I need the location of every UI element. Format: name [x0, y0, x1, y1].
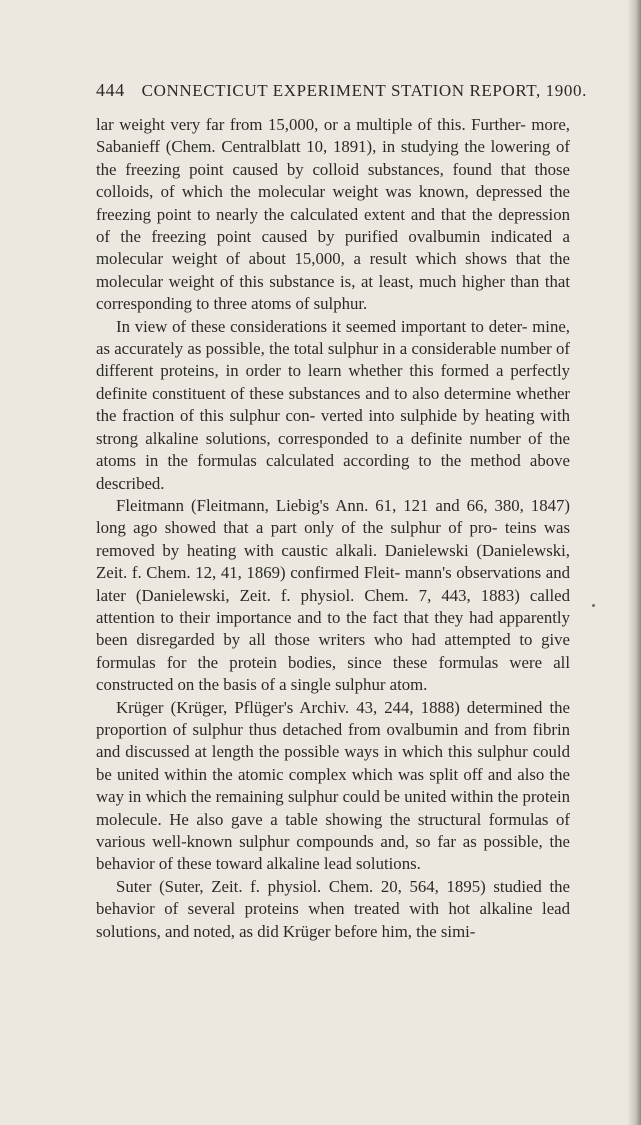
page-edge-shadow [627, 0, 641, 1125]
paragraph: Krüger (Krüger, Pflüger's Archiv. 43, 244, 1888) determined the proportion of sulphur thus detached from ovalbumin and from fibrin and discussed at length the possible ways in which this sulphur could be united within the atomic complex which was split off and also the way in which the remaining sulphur could be united within the protein molecule. He also gave a table showing the structural formulas of various well-known sulphur compounds and, so far as possible, the behavior of these toward alkaline lead solutions. [96, 697, 570, 874]
paper-speck [592, 604, 595, 607]
paragraph: Fleitmann (Fleitmann, Liebig's Ann. 61, 121 and 66, 380, 1847) long ago showed that a part only of the sulphur of pro- teins was removed by heating with caustic alkali. Danielewski (Danielewski, Zeit. f. Chem. 12, 41, 1869) confirmed Fleit- mann's observations and later (Danielewski, Zeit. f. physiol. Chem. 7, 443, 1883) called attention to their importance and to the fact that they had apparently been disregarded by all those writers who had attempted to give formulas for the protein bodies, since these formulas were all constructed on the basis of a single sulphur atom. [96, 495, 570, 695]
page-number: 444 [96, 80, 125, 100]
paragraph: Suter (Suter, Zeit. f. physiol. Chem. 20, 564, 1895) studied the behavior of several proteins when treated with hot alkaline lead solutions, and noted, as did Krüger before him, the simi- [96, 876, 570, 941]
paragraph: lar weight very far from 15,000, or a multiple of this. Further- more, Sabanieff (Chem. Centralblatt 10, 1891), in studying the lowering of the freezing point caused by colloid substances, found that those colloids, of which the molecular weight was known, depressed the freezing point to nearly the calculated extent and that the depression of the freezing point caused by purified ovalbumin indicated a molecular weight of about 15,000, a result which shows that the molecular weight of this substance is, at least, much higher than that corresponding to three atoms of sulphur. [96, 115, 570, 314]
paragraph: In view of these considerations it seemed important to deter- mine, as accurately as possible, the total sulphur in a considerable number of different proteins, in order to learn whether this formed a perfectly definite constituent of these substances and to also determine whether the fraction of this sulphur con- verted into sulphide by heating with strong alkaline solutions, corresponded to a definite number of the atoms in the formulas calculated according to the method above described. [96, 316, 570, 493]
running-header [96, 80, 587, 101]
running-title: CONNECTICUT EXPERIMENT STATION REPORT, 1900. [141, 81, 587, 100]
body-text [96, 114, 570, 943]
